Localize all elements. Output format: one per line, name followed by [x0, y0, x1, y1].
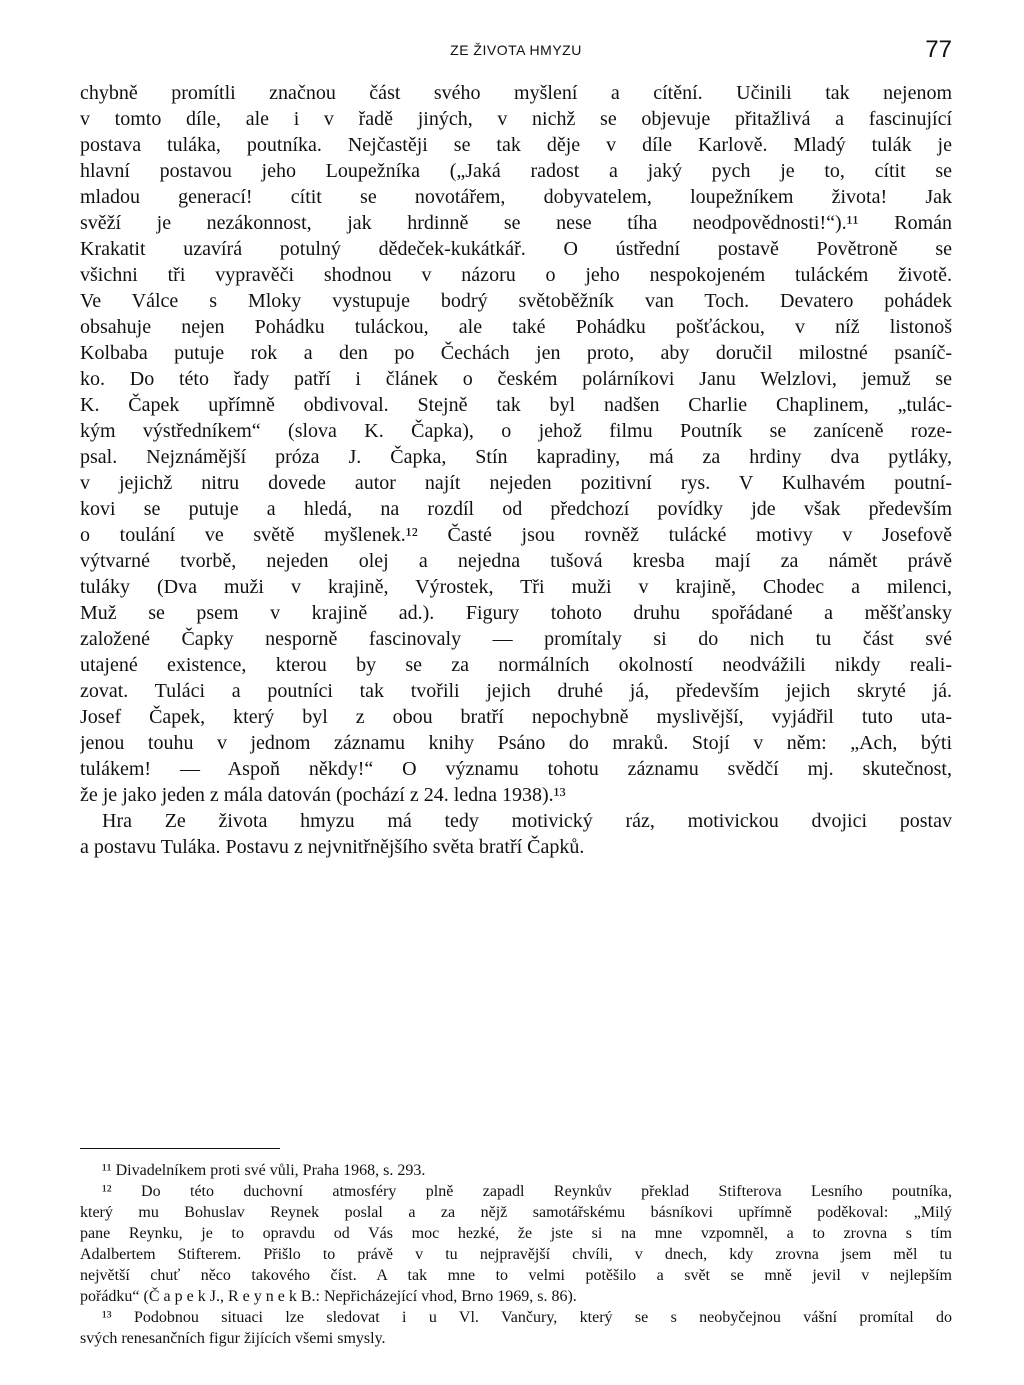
body-line: v jejichž nitru dovede autor najít nejeden pozitivní rys. V Kulhavém poutní-	[80, 472, 952, 494]
body-line: v tomto díle, ale i v řadě jiných, v nichž se objevuje přitažlivá a fascinující	[80, 108, 952, 130]
body-line: zovat. Tuláci a poutníci tak tvořili jejich druhé já, především jejich skryté já.	[80, 680, 952, 702]
body-line: utajené existence, kterou by se za normálních okolností neodvážili nikdy reali-	[80, 654, 952, 676]
book-page	[80, 0, 952, 1385]
footnote-line: Adalbertem Stifterem. Přišlo to právě v tu nejpravější chvíli, v dnech, kdy zrovna jsem měl tu	[80, 1246, 952, 1263]
footnote-line: pane Reynku, je to opravdu od Vás moc hezké, že jste si na mne vzpomněl, a to zrovna s tím	[80, 1225, 952, 1242]
running-title: ZE ŽIVOTA HMYZU	[450, 42, 582, 58]
body-line: chybně promítli značnou část svého myšlení a cítění. Učinili tak nejenom	[80, 82, 952, 104]
body-line: a postavu Tuláka. Postavu z nejvnitřnějšího světa bratří Čapků.	[80, 836, 585, 858]
body-line: psal. Nejznámější próza J. Čapka, Stín kapradiny, má za hrdiny dva pytláky,	[80, 446, 952, 468]
body-line: kovi se putuje a hledá, na rozdíl od předchozí povídky jde však především	[80, 498, 952, 520]
footnote-line: svých renesančních figur žijících všemi smysly.	[80, 1330, 386, 1347]
body-line: Kolbaba putuje rok a den po Čechách jen proto, aby doručil milostné psaníč-	[80, 342, 952, 364]
body-line: postava tuláka, poutníka. Nejčastěji se tak děje v díle Karlově. Mladý tulák je	[80, 134, 952, 156]
body-line: jenou touhu v jednom záznamu knihy Psáno do mraků. Stojí v něm: „Ach, býti	[80, 732, 952, 754]
body-line: o toulání ve světě myšlenek.¹² Časté jsou rovněž tulácké motivy v Josefově	[80, 524, 952, 546]
footnote-line: ¹¹ Divadelníkem proti své vůli, Praha 1968, s. 293.	[102, 1162, 426, 1179]
footnote-line: ¹² Do této duchovní atmosféry plně zapadl Reynkův překlad Stifterova Lesního poutníka,	[102, 1183, 952, 1200]
body-line: výtvarné tvorbě, nejeden olej a nejedna tušová kresba mají za námět právě	[80, 550, 952, 572]
body-text	[80, 80, 952, 860]
body-line: ko. Do této řady patří i článek o českém polárníkovi Janu Welzlovi, jemuž se	[80, 368, 952, 390]
body-line: kým výstředníkem“ (slova K. Čapka), o jehož filmu Poutník se zaníceně roze-	[80, 420, 952, 442]
page-number: 77	[925, 36, 952, 63]
body-line: tulákem! — Aspoň někdy!“ O významu tohotu záznamu svědčí mj. skutečnost,	[80, 758, 952, 780]
body-line: založené Čapky nesporně fascinovaly — promítaly si do nich tu část své	[80, 628, 952, 650]
body-line: Ve Válce s Mloky vystupuje bodrý světoběžník van Toch. Devatero pohádek	[80, 290, 952, 312]
footnotes	[80, 1160, 952, 1349]
body-line: hlavní postavou jeho Loupežníka („Jaká radost a jaký pych je to, cítit se	[80, 160, 952, 182]
body-line: tuláky (Dva muži v krajině, Výrostek, Tři muži v krajině, Chodec a milenci,	[80, 576, 952, 598]
body-line: všichni tři vypravěči shodnou v názoru o jeho nespokojeném tuláckém životě.	[80, 264, 952, 286]
footnote-line: největší chuť něco takového číst. A tak mne to velmi potěšilo a svět se mně jevil v nejlepším	[80, 1267, 952, 1284]
body-line: Krakatit uzavírá potulný dědeček-kukátkář. O ústřední postavě Povětroně se	[80, 238, 952, 260]
body-line: obsahuje nejen Pohádku tuláckou, ale také Pohádku pošťáckou, v níž listonoš	[80, 316, 952, 338]
body-line: že je jako jeden z mála datován (pochází z 24. ledna 1938).¹³	[80, 784, 566, 806]
footnote-separator	[80, 1148, 280, 1149]
footnote-line: který mu Bohuslav Reynek poslal a za nějž samotářskému básníkovi upřímně poděkoval: „Milý	[80, 1204, 952, 1221]
body-line: K. Čapek upřímně obdivoval. Stejně tak byl nadšen Charlie Chaplinem, „tulác-	[80, 394, 952, 416]
body-line: Josef Čapek, který byl z obou bratří nepochybně myslivější, vyjádřil tuto uta-	[80, 706, 952, 728]
body-line: Hra Ze života hmyzu má tedy motivický ráz, motivickou dvojici postav	[102, 810, 952, 832]
body-line: svěží je nezákonnost, jak hrdinně se nese tíha neodpovědnosti!“).¹¹ Román	[80, 212, 952, 234]
footnote-line: ¹³ Podobnou situaci lze sledovat i u Vl. Vančury, který se s neobyčejnou vášní promítal do	[102, 1309, 952, 1326]
page-header	[80, 36, 952, 66]
body-line: Muž se psem v krajině ad.). Figury tohoto druhu spořádané a měšťansky	[80, 602, 952, 624]
body-line: mladou generací! cítit se novotářem, dobyvatelem, loupežníkem života! Jak	[80, 186, 952, 208]
footnote-line: pořádku“ (Č a p e k J., R e y n e k B.: Nepřicházející vhod, Brno 1969, s. 86).	[80, 1288, 577, 1305]
